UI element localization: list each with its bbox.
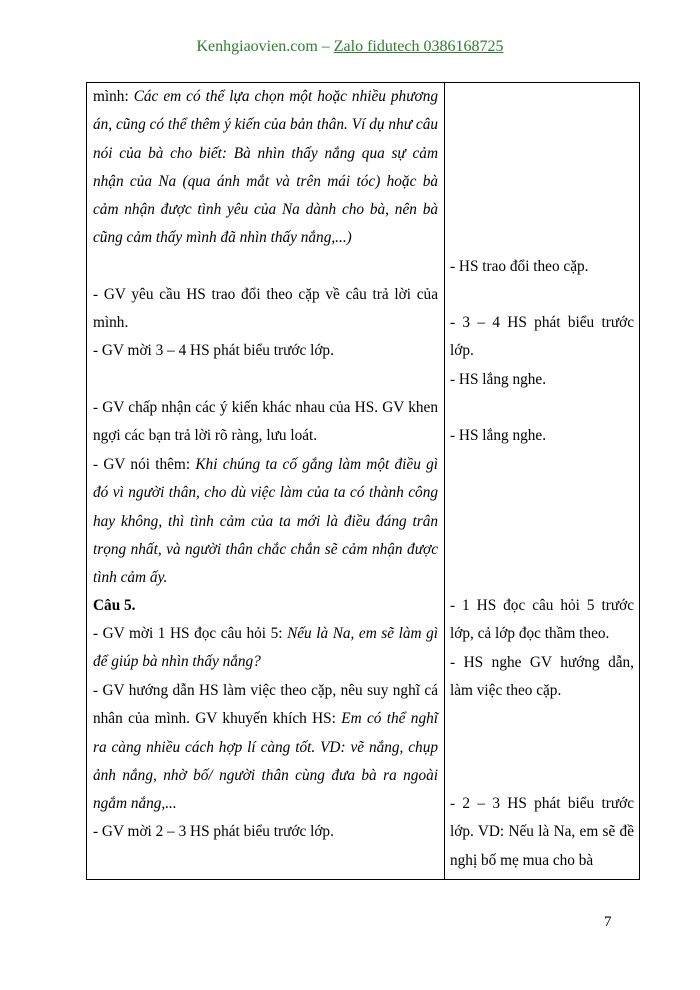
page-header xyxy=(0,38,700,56)
text-run: - GV mời 1 HS đọc câu hỏi 5: xyxy=(93,625,288,642)
text-run: - GV nói thêm: xyxy=(93,456,196,473)
left-paragraph-6-heading xyxy=(93,592,438,620)
right-paragraph-2: - 3 – 4 HS phát biểu trước lớp. xyxy=(450,314,634,360)
right-paragraph-7: - 2 – 3 HS phát biểu trước lớp. VD: Nếu là Na, em sẽ đề nghị bố mẹ mua cho bà xyxy=(450,795,634,869)
left-paragraph-1 xyxy=(93,83,438,253)
header-contact-link[interactable]: Zalo fidutech 0386168725 xyxy=(333,38,504,55)
right-paragraph-3: - HS lắng nghe. xyxy=(450,371,547,388)
text-run: - GV hướng dẫn HS làm việc theo cặp, nêu suy nghĩ cá nhân của mình. GV khuyến khích HS: xyxy=(93,682,438,728)
left-paragraph-5 xyxy=(93,451,438,592)
question-heading: Câu 5. xyxy=(93,597,136,614)
column-divider xyxy=(444,83,445,879)
left-paragraph-2: - GV yêu cầu HS trao đổi theo cặp về câu trả lời của mình. xyxy=(93,286,438,332)
page-number: 7 xyxy=(604,914,612,930)
italic-run: Các em có thể lựa chọn một hoặc nhiều phương án, cũng có thể thêm ý kiến của bản thân. Ví dụ như câu nói của bà cho biết: Bà nhìn thấy nắng qua sự cảm nhận của Na (qua ánh mắt và trên mái tóc) hoặc bà cảm nhận được tình yêu của Na dành cho bà, nên bà cũng cảm thấy mình đã nhìn thấy nắng,...) xyxy=(93,88,438,247)
header-site[interactable]: Kenhgiaovien.com xyxy=(196,38,318,55)
right-paragraph-4: - HS lắng nghe. xyxy=(450,427,547,444)
text-run: mình: xyxy=(93,88,134,105)
header-separator: – xyxy=(317,38,334,55)
left-paragraph-9: - GV mời 2 – 3 HS phát biểu trước lớp. xyxy=(93,823,334,840)
right-paragraph-5: - 1 HS đọc câu hỏi 5 trước lớp, cả lớp đọc thầm theo. xyxy=(450,597,634,643)
italic-run: Khi chúng ta cố gắng làm một điều gì đó vì người thân, cho dù việc làm của ta có thành công hay không, thì tình cảm của ta mới là điều đáng trân trọng nhất, và người thân chắc chắn sẽ cảm nhận được tình cảm ấy. xyxy=(93,456,439,587)
right-paragraph-6: - HS nghe GV hướng dẫn, làm việc theo cặp. xyxy=(450,654,634,700)
left-paragraph-4: - GV chấp nhận các ý kiến khác nhau của HS. GV khen ngợi các bạn trả lời rõ ràng, lưu loát. xyxy=(93,399,438,445)
italic-run: Nếu là Na, em sẽ làm gì để giúp bà nhìn thấy nắng? xyxy=(93,625,438,671)
right-paragraph-1: - HS trao đổi theo cặp. xyxy=(450,258,589,275)
lesson-table xyxy=(86,82,640,880)
left-paragraph-8 xyxy=(93,677,438,818)
italic-run: Em có thể nghĩ ra càng nhiều cách hợp lí càng tốt. VD: vẽ nắng, chụp ảnh nắng, nhờ bố/ người thân cùng đưa bà ra ngoài ngắm nắng,... xyxy=(93,710,439,813)
left-paragraph-3: - GV mời 3 – 4 HS phát biểu trước lớp. xyxy=(93,342,334,359)
left-paragraph-7 xyxy=(93,620,438,677)
